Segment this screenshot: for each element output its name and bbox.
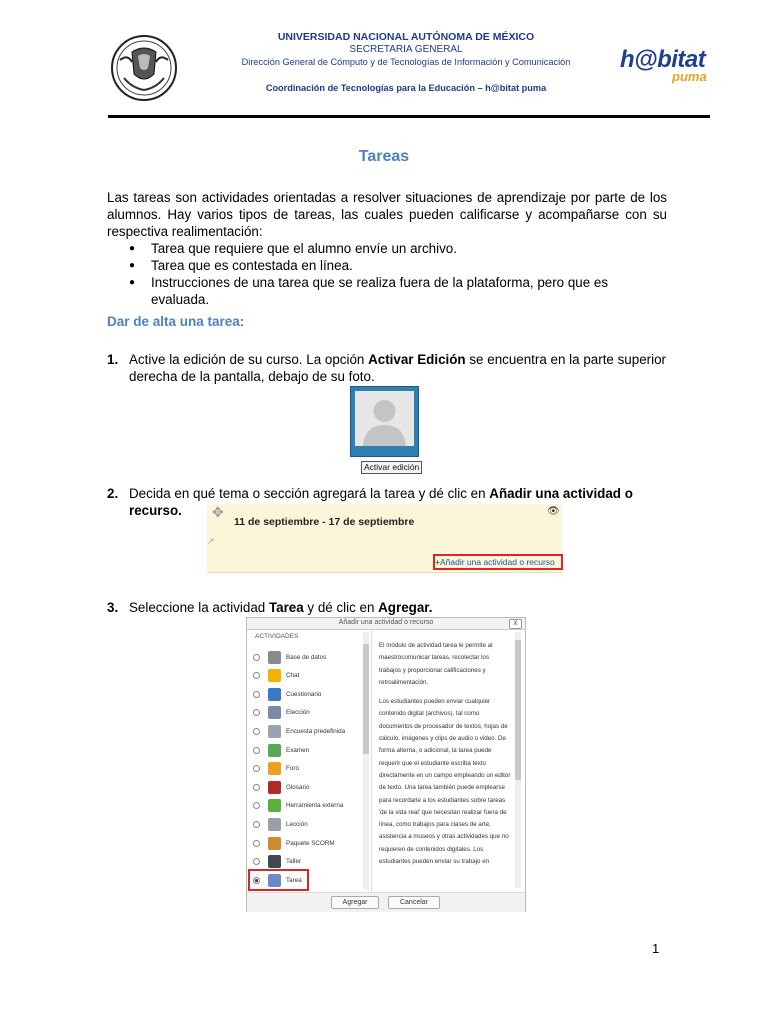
user-silhouette-icon	[355, 391, 414, 446]
profile-photo	[350, 386, 419, 457]
cancelar-button[interactable]: Cancelar	[388, 896, 440, 909]
radio-button[interactable]	[253, 709, 260, 716]
radio-button[interactable]	[253, 728, 260, 735]
scorm-icon	[268, 837, 281, 850]
activities-header: ACTIVIDADES	[255, 633, 299, 640]
survey-icon	[268, 725, 281, 738]
exam-icon	[268, 744, 281, 757]
intro-paragraph: Las tareas son actividades orientadas a resolver situaciones de aprendizaje por parte de los alumnos. Hay varios tipos de tareas, las cuales pueden calificarse y acompañarse con su respectiva realimentación:	[107, 190, 667, 239]
radio-button[interactable]	[253, 765, 260, 772]
activity-description	[379, 640, 511, 888]
activity-option-taller[interactable]	[253, 853, 363, 871]
activity-label: Glosario	[286, 783, 310, 791]
activity-label: Lección	[286, 820, 308, 828]
profile-frame	[355, 391, 414, 446]
step-1-post: se encuentra en la parte superior derecha de la pantalla, debajo de su foto.	[129, 352, 666, 384]
step-3-pre: Seleccione la actividad	[129, 600, 269, 615]
university-name: UNIVERSIDAD NACIONAL AUTÓNOMA DE MÉXICO	[277, 31, 535, 43]
radio-button[interactable]	[253, 747, 260, 754]
activities-scrollbar[interactable]	[363, 632, 369, 890]
activity-label: Paquete SCORM	[286, 839, 335, 847]
activity-option-chat[interactable]	[253, 667, 363, 685]
activity-label: Encuesta predefinida	[286, 727, 346, 735]
activity-option-tarea[interactable]	[250, 871, 307, 889]
secretaria-name: SECRETARIA GENERAL	[349, 44, 463, 55]
coordinacion-name: Coordinación de Tecnologías para la Educación – h@bitat puma	[265, 83, 547, 93]
edit-wrench-icon[interactable]: ↗	[207, 536, 215, 546]
radio-button[interactable]	[253, 784, 260, 791]
quiz-icon	[268, 688, 281, 701]
chat-icon	[268, 669, 281, 682]
close-icon[interactable]: X	[509, 619, 522, 629]
logo-main-text: h@bitat	[620, 46, 706, 73]
section-title: Dar de alta una tarea:	[107, 314, 245, 329]
course-section-box	[207, 504, 562, 573]
step-1-bold: Activar Edición	[368, 352, 466, 367]
glossary-icon	[268, 781, 281, 794]
plus-icon: +	[435, 557, 440, 567]
radio-button[interactable]	[253, 840, 260, 847]
step-2-pre: Decida en qué tema o sección agregará la tarea y dé clic en	[129, 486, 490, 501]
description-scrollbar[interactable]	[515, 632, 521, 888]
radio-button[interactable]	[253, 821, 260, 828]
activity-option-cuestionario[interactable]	[253, 685, 363, 703]
activity-option-encuesta-predefinida[interactable]	[253, 722, 363, 740]
task-type-list	[107, 240, 667, 308]
step-2-number: 2.	[107, 486, 119, 501]
habitat-puma-logo	[620, 46, 720, 90]
lesson-icon	[268, 818, 281, 831]
modal-title: Añadir una actividad o recurso	[338, 619, 434, 626]
activities-list	[247, 630, 372, 892]
add-activity-modal	[246, 617, 526, 912]
step-3-bold2: Agregar.	[378, 600, 433, 615]
activity-option-examen[interactable]	[253, 741, 363, 759]
step-3-text	[129, 599, 666, 616]
activar-edicion-button[interactable]: Activar edición	[361, 461, 422, 474]
activity-label: Chat	[286, 672, 300, 680]
assignment-icon	[268, 874, 281, 887]
add-activity-link[interactable]	[433, 554, 563, 570]
activity-option-elección[interactable]	[253, 704, 363, 722]
activity-option-base-de-datos[interactable]	[253, 648, 363, 666]
page-number: 1	[652, 941, 660, 956]
move-icon[interactable]: ✥	[212, 504, 224, 520]
activity-label: Examen	[286, 746, 310, 754]
activities-scroll-thumb[interactable]	[363, 644, 369, 754]
database-icon	[268, 651, 281, 664]
step-1-pre: Active la edición de su curso. La opción	[129, 352, 369, 367]
section-heading: 11 de septiembre - 17 de septiembre	[234, 516, 415, 528]
logo-sub-text: puma	[672, 69, 707, 84]
page-title: Tareas	[358, 148, 410, 165]
activity-label: Cuestionario	[286, 690, 322, 698]
activity-option-foro[interactable]	[253, 760, 363, 778]
step-2-bold: Añadir una actividad o recurso.	[129, 486, 633, 518]
list-item: ● Instrucciones de una tarea que se realiza fuera de la plataforma, pero que es evaluada.	[107, 274, 667, 308]
modal-titlebar	[247, 618, 525, 630]
workshop-icon	[268, 855, 281, 868]
radio-button[interactable]	[253, 877, 260, 884]
activity-option-lección[interactable]	[253, 815, 363, 833]
activity-label: Herramienta externa	[286, 802, 344, 810]
activity-label: Base de datos	[286, 653, 327, 661]
radio-button[interactable]	[253, 691, 260, 698]
activity-label: Foro	[286, 765, 299, 773]
agregar-button[interactable]: Agregar	[331, 896, 379, 909]
list-item: ● Tarea que requiere que el alumno envíe un archivo.	[107, 240, 667, 257]
step-1-text	[129, 351, 666, 385]
direccion-name: Dirección General de Cómputo y de Tecnologías de Información y Comunicación	[241, 57, 571, 67]
step-3-number: 3.	[107, 600, 119, 615]
radio-button[interactable]	[253, 672, 260, 679]
choice-icon	[268, 706, 281, 719]
modal-footer	[247, 892, 525, 912]
activity-option-glosario[interactable]	[253, 778, 363, 796]
step-3-post: y dé clic en	[303, 600, 379, 615]
description-scroll-thumb[interactable]	[515, 640, 521, 780]
activity-label: Elección	[286, 709, 310, 717]
activity-option-herramienta-externa[interactable]	[253, 797, 363, 815]
description-paragraph: Los estudiantes pueden enviar cualquier contenido digital (archivos), tal como documentos de procesador de textos, hojas de cálculo, imágenes y clips de audio o video. De forma alterna, o adicional, la tarea puede requerir que el estudiante escriba texto directamente en un campo empleando un editor de texto. Una tarea también puede emplearse para recordarle a los estudiantes sobre tareas 'de la vida real' que necesitan realizar fuera de línea, como trabajos para clases de arte, asistencia a museos y otras actividades que no requieren de contenidos digitales. Los estudiantes pueden enviar su trabajo en	[379, 698, 511, 866]
forum-icon	[268, 762, 281, 775]
activity-label: Tarea	[286, 876, 302, 884]
activity-option-paquete-scorm[interactable]	[253, 834, 363, 852]
activity-label: Taller	[286, 858, 302, 866]
add-activity-label: Añadir una actividad o recurso	[439, 557, 555, 567]
list-item: ● Tarea que es contestada en línea.	[107, 257, 667, 274]
puzzle-icon	[268, 799, 281, 812]
eye-icon[interactable]: 👁	[547, 506, 560, 517]
unam-seal-logo	[110, 34, 178, 102]
step-1-number: 1.	[107, 352, 119, 367]
radio-button[interactable]	[253, 858, 260, 865]
radio-button[interactable]	[253, 802, 260, 809]
header-rule	[108, 115, 710, 118]
description-paragraph: El módulo de actividad tarea le permite al maestrocomunicar tareas, recolectar los trabajos y proporcionar calificaciones y retroalimentación.	[379, 642, 493, 686]
step-3-bold: Tarea	[268, 600, 304, 615]
radio-button[interactable]	[253, 654, 260, 661]
